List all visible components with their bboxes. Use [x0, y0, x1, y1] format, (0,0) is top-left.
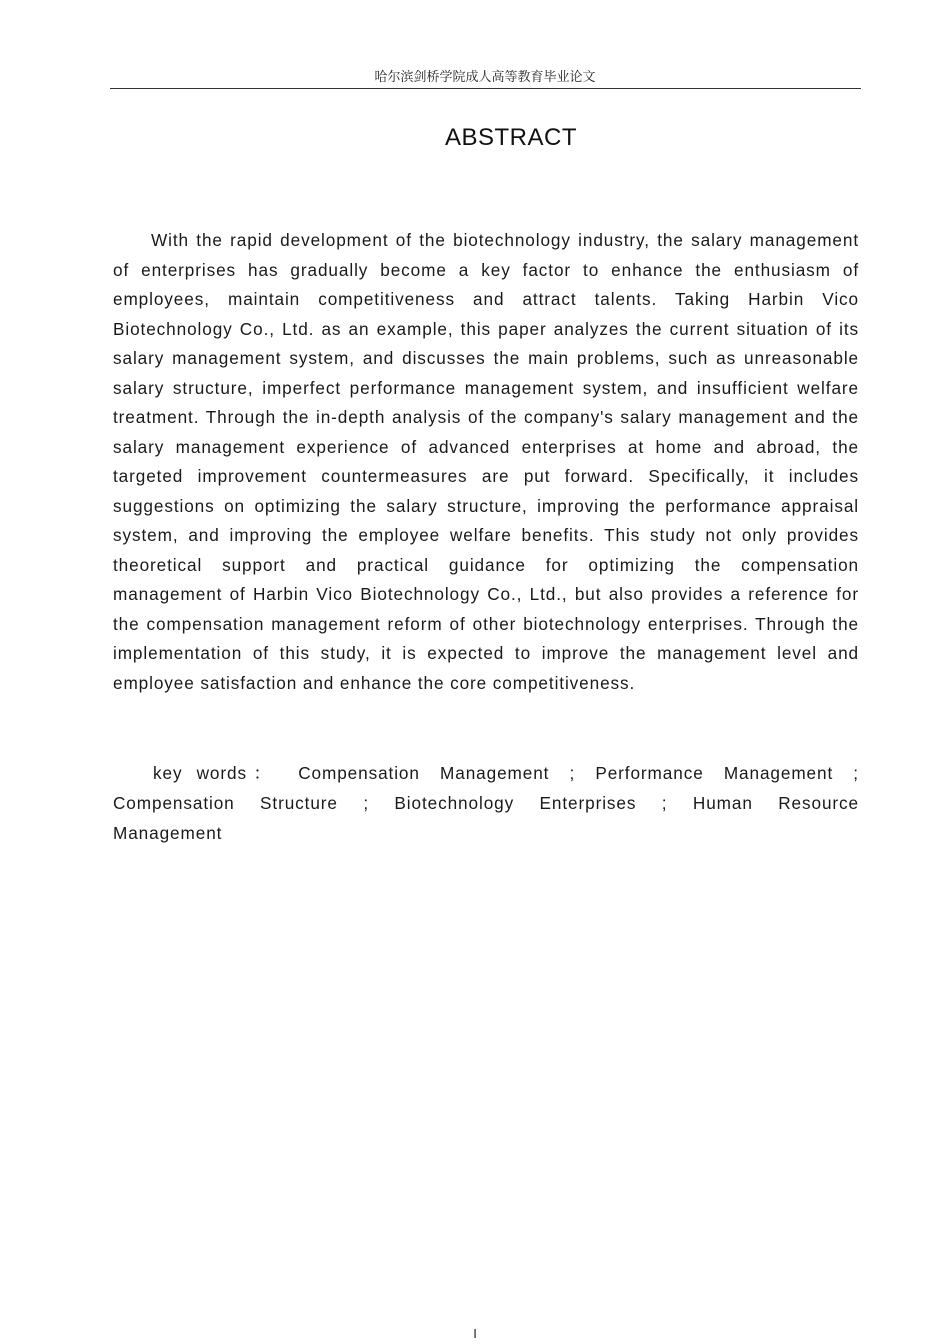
abstract-body: With the rapid development of the biotechnology industry, the salary management of enterprises has gradually become a key factor to enhance the enthusiasm of employees, maintain competitiveness and attract talents. Taking Harbin Vico Biotechnology Co., Ltd. as an example, this paper analyzes the current situation of its salary management system, and discusses the main problems, such as unreasonable salary structure, imperfect performance management system, and insufficient welfare treatment. Through the in-depth analysis of the company's salary management and the salary management experience of advanced enterprises at home and abroad, the targeted improvement countermeasures are put forward. Specifically, it includes suggestions on optimizing the salary structure, improving the performance appraisal system, and improving the employee welfare benefits. This study not only provides theoretical support and practical guidance for optimizing the compensation management of Harbin Vico Biotechnology Co., Ltd., but also provides a reference for the compensation management reform of other biotechnology enterprises. Through the implementation of this study, it is expected to improve the management level and employee satisfaction and enhance the core competitiveness. [113, 230, 859, 693]
header-divider [110, 88, 861, 89]
abstract-title: ABSTRACT [444, 124, 577, 151]
keywords-paragraph [113, 758, 859, 848]
keywords-label: key words： [153, 763, 279, 783]
page-number: I [473, 1326, 477, 1341]
running-header: 哈尔滨剑桥学院成人高等教育毕业论文 [374, 70, 596, 85]
keywords-text: Compensation Management ; Performance Management ; Compensation Structure ; Biotechnology Enterprises ; Human Resource Management [113, 763, 859, 843]
